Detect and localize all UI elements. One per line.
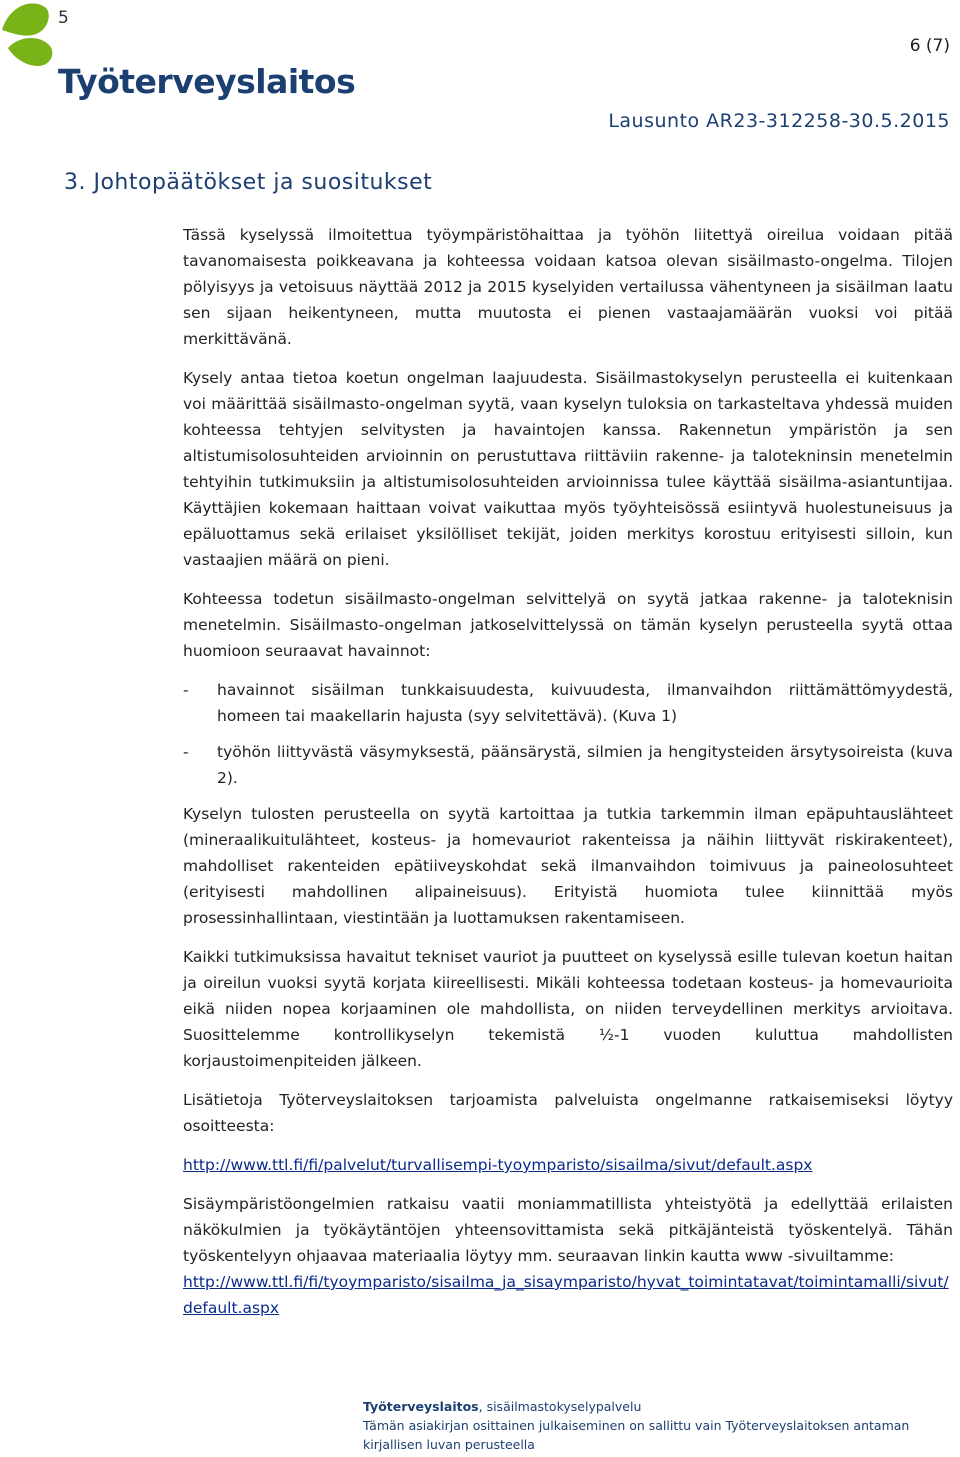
list-item xyxy=(183,677,953,729)
list-item-text: työhön liittyvästä väsymyksestä, päänsärystä, silmien ja hengitysteiden ärsytysoireista (kuva 2). xyxy=(217,743,953,787)
paragraph: Kyselyn tulosten perusteella on syytä kartoittaa ja tutkia tarkemmin ilman epäpuhtauslähteet (mineraalikuitulähteet, kosteus- ja homevauriot rakenteissa ja näihin liittyvät riskirakenteet), mahdolliset rakenteiden epätiiveyskohdat sekä ilmanvaihdon toimivuus ja paineolosuhteet (erityisesti mahdollinen alipaineisuus). Erityistä huomiota tulee kiinnittää myös prosessinhallintaan, viestintään ja luottamuksen rakentamiseen. xyxy=(183,805,953,927)
operating-model-link[interactable]: http://www.ttl.fi/fi/tyoymparisto/sisailma_ja_sisaymparisto/hyvat_toimintatavat/toimintamalli/sivut/default.aspx xyxy=(183,1273,949,1317)
bullet-dash: - xyxy=(183,743,189,761)
paragraph: Kaikki tutkimuksissa havaitut tekniset vauriot ja puutteet on kyselyssä esille tulevan koetun haitan ja oireilun vuoksi syytä korjata kiireellisesti. Mikäli kohteessa todetaan kosteus- ja homevaurioita eikä niiden nopea korjaaminen ole mahdollista, on niiden terveydellinen merkitys arvioitava. Suosittelemme kontrollikyselyn tekemistä ½-1 vuoden kuluttua mahdollisten korjaustoimenpiteiden jälkeen. xyxy=(183,948,953,1070)
corner-number: 5 xyxy=(58,8,69,28)
footer-notice: Tämän asiakirjan osittainen julkaiseminen on sallittu vain Työterveyslaitoksen antaman kirjallisen luvan perusteella xyxy=(363,1418,910,1452)
observation-list xyxy=(183,677,953,791)
page-number: 6 (7) xyxy=(909,36,950,56)
footer-org: Työterveyslaitos xyxy=(363,1399,479,1414)
paragraph: Kysely antaa tietoa koetun ongelman laajuudesta. Sisäilmastokyselyn perusteella ei kuitenkaan voi määrittää sisäilmasto-ongelman syytä, vaan kyselyn tuloksia on tarkasteltava yhdessä muiden kohteessa tehtyjen selvitysten ja havaintojen kanssa. Rakennetun ympäristön ja sen altistumisolosuhteiden arvioinnin on perustuttava riittäviin rakenne- ja talotekninsin menetelmin tehtyihin tutkimuksiin ja altistumisolosuhteiden arvioinnissa tulee käyttää sisäilma-asiantuntijaa. Käyttäjien kokemaan haittaan voivat vaikuttaa myös työyhteisössä esiintyvä huolestuneisuus ja epäluottamus sekä erilaiset yksilölliset tekijät, joiden merkitys korostuu erityisesti silloin, kun vastaajien määrä on pieni. xyxy=(183,369,953,569)
section-title: 3. Johtopäätökset ja suositukset xyxy=(64,170,433,195)
document-reference: Lausunto AR23-312258-30.5.2015 xyxy=(608,110,950,132)
logo-text: Työterveyslaitos xyxy=(58,62,356,101)
paragraph: Tässä kyselyssä ilmoitettua työympäristöhaittaa ja työhön liitettyä oireilua voidaan pitää tavanomaisesta poikkeavana ja kohteessa voidaan katsoa olevan sisäilmasto-ongelma. Tilojen pölyisyys ja vetoisuus näyttää 2012 ja 2015 kyselyiden vertailussa vähentyneen ja sisäilman laatu sen sijaan heikentyneen, mutta muutosta ei pienen vastaajamäärän vuoksi voi pitää merkittävänä. xyxy=(183,226,953,348)
paragraph: Lisätietoja Työterveyslaitoksen tarjoamista palveluista ongelmanne ratkaisemiseksi löytyy osoitteesta: xyxy=(183,1091,953,1135)
bullet-dash: - xyxy=(183,681,189,699)
footer xyxy=(363,1397,953,1454)
paragraph: Kohteessa todetun sisäilmasto-ongelman selvittelyä on syytä jatkaa rakenne- ja taloteknisin menetelmin. Sisäilmasto-ongelman jatkoselvittelyssä on tämän kyselyn perusteella syytä ottaa huomioon seuraavat havainnot: xyxy=(183,590,953,660)
services-link[interactable]: http://www.ttl.fi/fi/palvelut/turvallisempi-tyoymparisto/sisailma/sivut/default.aspx xyxy=(183,1156,813,1174)
paragraph: Sisäympäristöongelmien ratkaisu vaatii moniammatillista yhteistyötä ja edellyttää erilaisten näkökulmien ja työkäytäntöjen yhteensovittamista sekä pitkäjänteistä työskentelyä. Tähän työskentelyyn ohjaavaa materiaalia löytyy mm. seuraavan linkin kautta www -sivuiltamme: xyxy=(183,1195,953,1265)
document-body xyxy=(183,222,953,1334)
footer-service: , sisäilmastokyselypalvelu xyxy=(478,1399,642,1414)
list-item xyxy=(183,739,953,791)
list-item-text: havainnot sisäilman tunkkaisuudesta, kuivuudesta, ilmanvaihdon riittämättömyydestä, homeen tai maakellarin hajusta (syy selvitettävä). (Kuva 1) xyxy=(217,681,953,725)
